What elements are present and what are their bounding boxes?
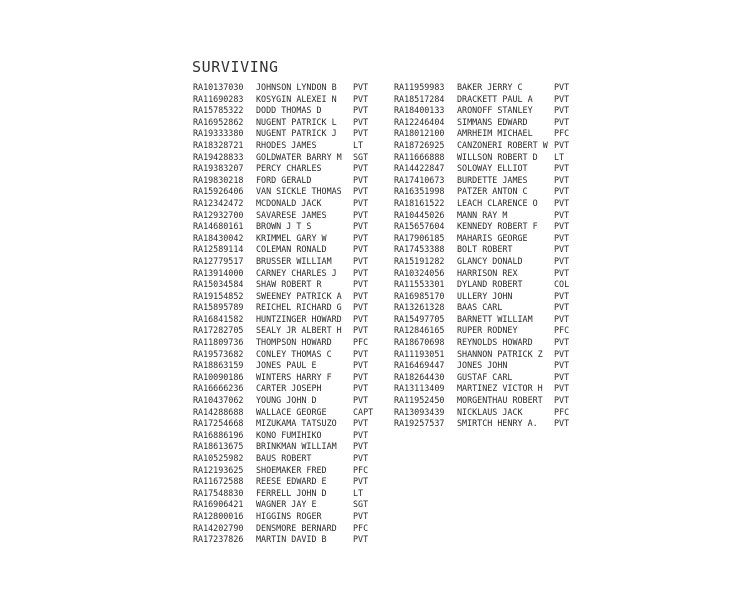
rank: PVT bbox=[353, 255, 369, 266]
soldier-name: WILLSON ROBERT D bbox=[457, 151, 538, 162]
service-number: RA11952450 bbox=[394, 395, 445, 406]
service-number: RA11672588 bbox=[193, 476, 244, 487]
rank: PVT bbox=[353, 128, 369, 139]
service-number: RA12246404 bbox=[394, 116, 445, 127]
soldier-name: MARTIN DAVID B bbox=[256, 534, 327, 545]
roster-row bbox=[193, 337, 381, 349]
soldier-name: SEALY JR ALBERT H bbox=[256, 325, 342, 336]
roster-row bbox=[193, 175, 381, 187]
roster-row bbox=[193, 349, 381, 361]
service-number: RA18863159 bbox=[193, 360, 244, 371]
roster-row bbox=[394, 221, 582, 233]
roster-row bbox=[394, 94, 582, 106]
roster-row bbox=[394, 418, 582, 430]
soldier-name: CONLEY THOMAS C bbox=[256, 348, 332, 359]
soldier-name: HIGGINS ROGER bbox=[256, 510, 322, 521]
soldier-name: KENNEDY ROBERT F bbox=[457, 221, 538, 232]
service-number: RA10137030 bbox=[193, 82, 244, 92]
rank: PVT bbox=[353, 290, 369, 301]
roster-row bbox=[394, 140, 582, 152]
rank: COL bbox=[554, 279, 570, 290]
rank: LT bbox=[554, 151, 565, 162]
roster-row bbox=[193, 465, 381, 477]
service-number: RA12342472 bbox=[193, 197, 244, 208]
rank: PFC bbox=[353, 337, 369, 348]
soldier-name: GLANCY DONALD bbox=[457, 255, 523, 266]
soldier-name: BOLT ROBERT bbox=[457, 244, 513, 255]
soldier-name: BURDETTE JAMES bbox=[457, 174, 528, 185]
rank: PFC bbox=[554, 128, 570, 139]
roster-row bbox=[193, 140, 381, 152]
roster-row bbox=[193, 82, 381, 94]
rank: PVT bbox=[554, 209, 570, 220]
rank: PFC bbox=[353, 464, 369, 475]
rank: PVT bbox=[554, 116, 570, 127]
roster-row bbox=[193, 186, 381, 198]
roster-row bbox=[193, 244, 381, 256]
roster-row bbox=[193, 291, 381, 303]
service-number: RA16906421 bbox=[193, 499, 244, 510]
roster-row bbox=[394, 395, 582, 407]
roster-row bbox=[193, 279, 381, 291]
service-number: RA15497705 bbox=[394, 313, 445, 324]
service-number: RA18430042 bbox=[193, 232, 244, 243]
soldier-name: DRACKETT PAUL A bbox=[457, 93, 533, 104]
rank: PVT bbox=[554, 93, 570, 104]
roster-row bbox=[394, 268, 582, 280]
service-number: RA17282705 bbox=[193, 325, 244, 336]
service-number: RA18012100 bbox=[394, 128, 445, 139]
service-number: RA10437062 bbox=[193, 395, 244, 406]
soldier-name: JOHNSON LYNDON B bbox=[256, 82, 337, 92]
service-number: RA16841582 bbox=[193, 313, 244, 324]
rank: PFC bbox=[353, 522, 369, 533]
service-number: RA15657604 bbox=[394, 221, 445, 232]
soldier-name: WINTERS HARRY F bbox=[256, 371, 332, 382]
roster-row bbox=[394, 117, 582, 129]
rank: PVT bbox=[353, 441, 369, 452]
soldier-name: BROWN J T S bbox=[256, 221, 312, 232]
roster-row bbox=[394, 337, 582, 349]
roster-row bbox=[394, 233, 582, 245]
soldier-name: KRIMMEL GARY W bbox=[256, 232, 327, 243]
roster-row bbox=[394, 372, 582, 384]
soldier-name: NICKLAUS JACK bbox=[457, 406, 523, 417]
service-number: RA16886196 bbox=[193, 429, 244, 440]
roster-row bbox=[193, 418, 381, 430]
roster-row bbox=[193, 314, 381, 326]
rank: PVT bbox=[554, 139, 570, 150]
rank: PVT bbox=[353, 209, 369, 220]
roster-row bbox=[394, 82, 582, 94]
roster-column-left bbox=[193, 82, 381, 546]
roster-row bbox=[193, 430, 381, 442]
roster-row bbox=[193, 476, 381, 488]
soldier-name: BAAS CARL bbox=[457, 302, 503, 313]
soldier-name: MAHARIS GEORGE bbox=[457, 232, 528, 243]
service-number: RA13113409 bbox=[394, 383, 445, 394]
roster-row bbox=[193, 523, 381, 535]
rank: PVT bbox=[353, 186, 369, 197]
service-number: RA15926406 bbox=[193, 186, 244, 197]
service-number: RA16351998 bbox=[394, 186, 445, 197]
soldier-name: MANN RAY M bbox=[457, 209, 508, 220]
service-number: RA19257537 bbox=[394, 418, 445, 429]
rank: PVT bbox=[353, 395, 369, 406]
roster-row bbox=[193, 360, 381, 372]
roster-row bbox=[193, 94, 381, 106]
rank: LT bbox=[353, 139, 364, 150]
service-number: RA18613675 bbox=[193, 441, 244, 452]
soldier-name: WALLACE GEORGE bbox=[256, 406, 327, 417]
service-number: RA12193625 bbox=[193, 464, 244, 475]
rank: PVT bbox=[554, 418, 570, 429]
roster-row bbox=[193, 233, 381, 245]
roster-row bbox=[193, 105, 381, 117]
roster-row bbox=[394, 175, 582, 187]
soldier-name: PERCY CHARLES bbox=[256, 163, 322, 174]
soldier-name: FORD GERALD bbox=[256, 174, 312, 185]
soldier-name: JONES PAUL E bbox=[256, 360, 317, 371]
soldier-name: GOLDWATER BARRY M bbox=[256, 151, 342, 162]
service-number: RA16952862 bbox=[193, 116, 244, 127]
roster-row bbox=[193, 534, 381, 546]
roster-row bbox=[394, 291, 582, 303]
service-number: RA16469447 bbox=[394, 360, 445, 371]
rank: PVT bbox=[353, 105, 369, 116]
roster-row bbox=[193, 488, 381, 500]
rank: PVT bbox=[353, 418, 369, 429]
rank: PVT bbox=[554, 360, 570, 371]
rank: PVT bbox=[353, 232, 369, 243]
roster-row bbox=[394, 256, 582, 268]
roster-row bbox=[394, 383, 582, 395]
service-number: RA11193051 bbox=[394, 348, 445, 359]
soldier-name: REESE EDWARD E bbox=[256, 476, 327, 487]
soldier-name: BRUSSER WILLIAM bbox=[256, 255, 332, 266]
rank: PFC bbox=[554, 406, 570, 417]
roster-row bbox=[193, 210, 381, 222]
soldier-name: CARTER JOSEPH bbox=[256, 383, 322, 394]
soldier-name: SHANNON PATRICK Z bbox=[457, 348, 543, 359]
roster-row bbox=[193, 128, 381, 140]
rank: PVT bbox=[353, 360, 369, 371]
roster-row bbox=[394, 186, 582, 198]
rank: PFC bbox=[554, 325, 570, 336]
soldier-name: SAVARESE JAMES bbox=[256, 209, 327, 220]
roster-row bbox=[394, 128, 582, 140]
service-number: RA17548830 bbox=[193, 487, 244, 498]
service-number: RA18726925 bbox=[394, 139, 445, 150]
soldier-name: JONES JOHN bbox=[457, 360, 508, 371]
rank: PVT bbox=[353, 267, 369, 278]
service-number: RA12846165 bbox=[394, 325, 445, 336]
roster-row bbox=[394, 244, 582, 256]
soldier-name: SMIRTCH HENRY A. bbox=[457, 418, 538, 429]
service-number: RA19383207 bbox=[193, 163, 244, 174]
rank: PVT bbox=[554, 290, 570, 301]
service-number: RA15895789 bbox=[193, 302, 244, 313]
roster-row bbox=[394, 325, 582, 337]
service-number: RA10445026 bbox=[394, 209, 445, 220]
rank: PVT bbox=[353, 325, 369, 336]
roster-row bbox=[193, 302, 381, 314]
rank: PVT bbox=[353, 429, 369, 440]
rank: PVT bbox=[554, 244, 570, 255]
rank: PVT bbox=[353, 534, 369, 545]
service-number: RA19830218 bbox=[193, 174, 244, 185]
roster-row bbox=[193, 383, 381, 395]
soldier-name: YOUNG JOHN D bbox=[256, 395, 317, 406]
service-number: RA12932700 bbox=[193, 209, 244, 220]
soldier-name: BARNETT WILLIAM bbox=[457, 313, 533, 324]
soldier-name: THOMPSON HOWARD bbox=[256, 337, 332, 348]
roster-row bbox=[394, 407, 582, 419]
service-number: RA18400133 bbox=[394, 105, 445, 116]
soldier-name: BAKER JERRY C bbox=[457, 82, 523, 92]
rank: PVT bbox=[353, 244, 369, 255]
soldier-name: ULLERY JOHN bbox=[457, 290, 513, 301]
roster-row bbox=[193, 268, 381, 280]
service-number: RA18161522 bbox=[394, 197, 445, 208]
service-number: RA18670698 bbox=[394, 337, 445, 348]
service-number: RA12800016 bbox=[193, 510, 244, 521]
service-number: RA14422847 bbox=[394, 163, 445, 174]
soldier-name: MCDONALD JACK bbox=[256, 197, 322, 208]
roster-row bbox=[193, 256, 381, 268]
rank: PVT bbox=[554, 255, 570, 266]
service-number: RA13914000 bbox=[193, 267, 244, 278]
soldier-name: MIZUKAMA TATSUZO bbox=[256, 418, 337, 429]
service-number: RA19154852 bbox=[193, 290, 244, 301]
roster-row bbox=[394, 279, 582, 291]
service-number: RA16985170 bbox=[394, 290, 445, 301]
roster-row bbox=[193, 395, 381, 407]
soldier-name: LEACH CLARENCE O bbox=[457, 197, 538, 208]
rank: PVT bbox=[353, 476, 369, 487]
service-number: RA19428833 bbox=[193, 151, 244, 162]
service-number: RA19573682 bbox=[193, 348, 244, 359]
soldier-name: GUSTAF CARL bbox=[457, 371, 513, 382]
soldier-name: AMRHEIM MICHAEL bbox=[457, 128, 533, 139]
service-number: RA18328721 bbox=[193, 139, 244, 150]
soldier-name: NUGENT PATRICK L bbox=[256, 116, 337, 127]
rank: PVT bbox=[353, 371, 369, 382]
rank: PVT bbox=[353, 453, 369, 463]
rank: PVT bbox=[353, 93, 369, 104]
rank: PVT bbox=[353, 383, 369, 394]
service-number: RA12589114 bbox=[193, 244, 244, 255]
rank: PVT bbox=[554, 221, 570, 232]
soldier-name: SIMMANS EDWARD bbox=[457, 116, 528, 127]
service-number: RA11666888 bbox=[394, 151, 445, 162]
service-number: RA17237826 bbox=[193, 534, 244, 545]
roster-row bbox=[394, 360, 582, 372]
page-title: SURVIVING bbox=[192, 58, 279, 76]
roster-row bbox=[193, 152, 381, 164]
service-number: RA10525982 bbox=[193, 453, 244, 463]
soldier-name: RHODES JAMES bbox=[256, 139, 317, 150]
rank: PVT bbox=[554, 313, 570, 324]
roster-row bbox=[394, 349, 582, 361]
roster-row bbox=[394, 105, 582, 117]
rank: PVT bbox=[554, 232, 570, 243]
roster-row bbox=[193, 441, 381, 453]
rank: PVT bbox=[554, 302, 570, 313]
rank: PVT bbox=[353, 221, 369, 232]
rank: PVT bbox=[353, 510, 369, 521]
service-number: RA15191282 bbox=[394, 255, 445, 266]
roster-row bbox=[193, 163, 381, 175]
soldier-name: NUGENT PATRICK J bbox=[256, 128, 337, 139]
service-number: RA13261328 bbox=[394, 302, 445, 313]
roster-row bbox=[394, 198, 582, 210]
rank: PVT bbox=[554, 186, 570, 197]
service-number: RA17453388 bbox=[394, 244, 445, 255]
rank: PVT bbox=[353, 313, 369, 324]
rank: PVT bbox=[353, 348, 369, 359]
rank: PVT bbox=[554, 337, 570, 348]
soldier-name: BRINKMAN WILLIAM bbox=[256, 441, 337, 452]
rank: PVT bbox=[554, 163, 570, 174]
soldier-name: HUNTZINGER HOWARD bbox=[256, 313, 342, 324]
soldier-name: CANZONERI ROBERT W bbox=[457, 139, 548, 150]
service-number: RA10324056 bbox=[394, 267, 445, 278]
service-number: RA11553301 bbox=[394, 279, 445, 290]
service-number: RA17254668 bbox=[193, 418, 244, 429]
soldier-name: DENSMORE BERNARD bbox=[256, 522, 337, 533]
rank: PVT bbox=[353, 174, 369, 185]
rank: PVT bbox=[353, 116, 369, 127]
service-number: RA18517284 bbox=[394, 93, 445, 104]
soldier-name: REYNOLDS HOWARD bbox=[457, 337, 533, 348]
soldier-name: SOLOWAY ELLIOT bbox=[457, 163, 528, 174]
soldier-name: SHAW ROBERT R bbox=[256, 279, 322, 290]
soldier-name: MARTINEZ VICTOR H bbox=[457, 383, 543, 394]
soldier-name: COLEMAN RONALD bbox=[256, 244, 327, 255]
soldier-name: SHOEMAKER FRED bbox=[256, 464, 327, 475]
roster-row bbox=[394, 152, 582, 164]
soldier-name: FERRELL JOHN D bbox=[256, 487, 327, 498]
service-number: RA13093439 bbox=[394, 406, 445, 417]
rank: PVT bbox=[554, 82, 570, 92]
rank: PVT bbox=[353, 302, 369, 313]
service-number: RA15034584 bbox=[193, 279, 244, 290]
roster-row bbox=[394, 314, 582, 326]
service-number: RA12779517 bbox=[193, 255, 244, 266]
soldier-name: KONO FUMIHIKO bbox=[256, 429, 322, 440]
rank: SGT bbox=[353, 151, 369, 162]
roster-row bbox=[394, 210, 582, 222]
service-number: RA16666236 bbox=[193, 383, 244, 394]
rank: PVT bbox=[353, 197, 369, 208]
soldier-name: KOSYGIN ALEXEI N bbox=[256, 93, 337, 104]
rank: PVT bbox=[554, 395, 570, 406]
soldier-name: DODD THOMAS D bbox=[256, 105, 322, 116]
roster-row bbox=[193, 198, 381, 210]
soldier-name: MORGENTHAU ROBERT bbox=[457, 395, 543, 406]
service-number: RA14202790 bbox=[193, 522, 244, 533]
service-number: RA11809736 bbox=[193, 337, 244, 348]
rank: PVT bbox=[353, 163, 369, 174]
roster-row bbox=[394, 302, 582, 314]
rank: PVT bbox=[554, 348, 570, 359]
roster-row bbox=[193, 511, 381, 523]
roster-row bbox=[193, 117, 381, 129]
soldier-name: RUPER RODNEY bbox=[457, 325, 518, 336]
soldier-name: CARNEY CHARLES J bbox=[256, 267, 337, 278]
soldier-name: ARONOFF STANLEY bbox=[457, 105, 533, 116]
roster-row bbox=[394, 163, 582, 175]
roster-column-right bbox=[394, 82, 582, 430]
rank: PVT bbox=[554, 174, 570, 185]
service-number: RA11959983 bbox=[394, 82, 445, 92]
service-number: RA18264430 bbox=[394, 371, 445, 382]
service-number: RA10090186 bbox=[193, 371, 244, 382]
rank: PVT bbox=[353, 279, 369, 290]
rank: LT bbox=[353, 487, 364, 498]
roster-row bbox=[193, 221, 381, 233]
service-number: RA19333380 bbox=[193, 128, 244, 139]
rank: PVT bbox=[554, 105, 570, 116]
rank: PVT bbox=[554, 197, 570, 208]
soldier-name: SWEENEY PATRICK A bbox=[256, 290, 342, 301]
rank: PVT bbox=[353, 82, 369, 92]
rank: SGT bbox=[353, 499, 369, 510]
service-number: RA15785322 bbox=[193, 105, 244, 116]
soldier-name: DYLAND ROBERT bbox=[457, 279, 523, 290]
roster-row bbox=[193, 372, 381, 384]
soldier-name: HARRISON REX bbox=[457, 267, 518, 278]
service-number: RA17906185 bbox=[394, 232, 445, 243]
rank: CAPT bbox=[353, 406, 374, 417]
roster-row bbox=[193, 453, 381, 465]
soldier-name: BAUS ROBERT bbox=[256, 453, 312, 463]
roster-row bbox=[193, 325, 381, 337]
service-number: RA17410673 bbox=[394, 174, 445, 185]
service-number: RA14288688 bbox=[193, 406, 244, 417]
roster-row bbox=[193, 407, 381, 419]
soldier-name: PATZER ANTON C bbox=[457, 186, 528, 197]
rank: PVT bbox=[554, 267, 570, 278]
soldier-name: WAGNER JAY E bbox=[256, 499, 317, 510]
roster-row bbox=[193, 499, 381, 511]
soldier-name: REICHEL RICHARD G bbox=[256, 302, 342, 313]
service-number: RA11690283 bbox=[193, 93, 244, 104]
rank: PVT bbox=[554, 371, 570, 382]
soldier-name: VAN SICKLE THOMAS bbox=[256, 186, 342, 197]
service-number: RA14680161 bbox=[193, 221, 244, 232]
rank: PVT bbox=[554, 383, 570, 394]
